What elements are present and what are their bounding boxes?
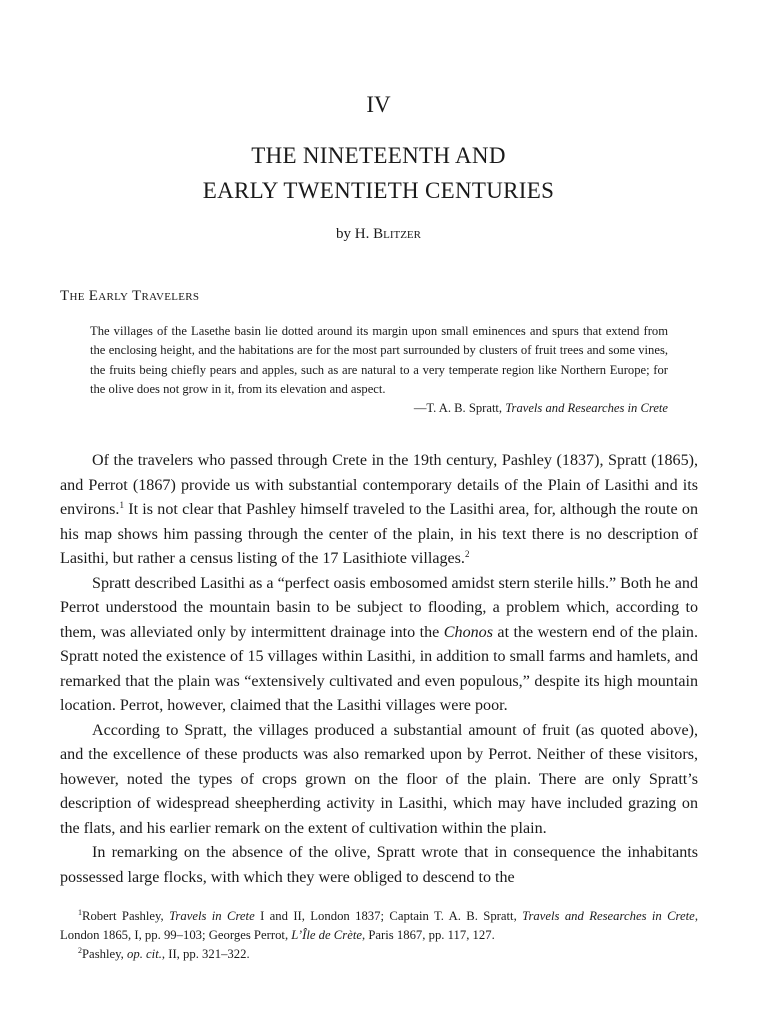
footnote-1-italic-3: L’Île de Crète <box>291 928 362 942</box>
footnote-2-text-b: , II, pp. 321–322. <box>161 947 250 961</box>
footnote-1-text-a: Robert Pashley, <box>82 909 170 923</box>
chapter-title <box>0 138 757 208</box>
footnote-2-italic: op. cit. <box>127 947 162 961</box>
footnote-2-text-a: Pashley, <box>82 947 127 961</box>
paragraph-4: In remarking on the absence of the olive, Spratt wrote that in consequence the inhabitants possessed large flocks, with which they were obliged to descend to the <box>60 844 698 886</box>
chapter-title-line-1: THE NINETEENTH AND <box>251 143 506 168</box>
paragraph-2-part-a: Spratt described Lasithi as a “perfect oasis embosomed amidst stern sterile hills.” Both he and Perrot understood the mountain basin to be subject to flooding, a problem which, according to them, was alleviated only by intermittent drainage into the <box>60 574 698 641</box>
chapter-number: IV <box>366 92 391 117</box>
body-text <box>60 449 698 890</box>
paragraph-3: According to Spratt, the villages produced a substantial amount of fruit (as quoted above), and the excellence of these products was also remarked upon by Perrot. Neither of these visitors, however, noted the types of crops grown on the floor of the plain. There are only Spratt’s description of widespread sheepherding activity in Lasithi, which may have included grazing on the flats, and his earlier remark on the extent of cultivation within the plain. <box>60 721 698 837</box>
byline-prefix: by H. <box>336 226 374 242</box>
footnote-ref-1: 1 <box>119 500 124 510</box>
paragraph-2-italic: Chonos <box>443 623 493 641</box>
attribution-author: —T. A. B. Spratt, <box>413 401 506 416</box>
paragraph-2-part-b: at the western end of the plain. Spratt noted the existence of 15 villages within Lasithi, in addition to small farms and hamlets, and remarked that the plain was “extensively cultivated and even populous,” despite its high mountain location. Perrot, however, claimed that the Lasithi villages were poor. <box>60 623 698 714</box>
paragraph-1-part-a: Of the travelers who passed through Crete in the 19th century, Pashley (1837), Spratt (1865), and Perrot (1867) provide us with substantial contemporary details of the Plain of Lasithi and its environs. <box>60 452 698 518</box>
footnote-1-text-d: , Paris 1867, pp. 117, 127. <box>362 928 495 942</box>
epigraph-attribution <box>90 399 668 418</box>
footnote-1-text-c: , London 1865, I, pp. 99–103; Georges Perrot, <box>60 909 698 942</box>
footnote-2 <box>60 945 698 964</box>
byline <box>0 226 757 243</box>
attribution-work: Travels and Researches in Crete <box>505 401 668 416</box>
footnote-1-number: 1 <box>78 908 82 917</box>
byline-author: Blitzer <box>373 226 421 242</box>
epigraph <box>90 322 668 418</box>
footnote-1-italic-1: Travels in Crete <box>169 909 255 923</box>
footnotes <box>60 907 698 964</box>
paragraph-1-part-b: It is not clear that Pashley himself traveled to the Lasithi area, for, although the route on his map shows him passing through the center of the plain, in his text there is no description of Lasithi, but rather a census listing of the 17 Lasithiote villages. <box>60 501 698 567</box>
footnote-1-text-b: I and II, London 1837; Captain T. A. B. Spratt, <box>254 909 523 923</box>
chapter-title-line-2: EARLY TWENTIETH CENTURIES <box>202 178 555 203</box>
paragraph-1 <box>60 449 698 572</box>
section-heading: The Early Travelers <box>60 288 200 304</box>
footnote-1 <box>60 907 698 945</box>
paragraph-2 <box>60 572 698 719</box>
epigraph-text: The villages of the Lasethe basin lie dotted around its margin upon small eminences and spurs that extend from the enclosing height, and the habitations are for the most part surrounded by clusters of fruit trees and some vines, the fruits being chiefly pears and apples, such as are natural to a very temperate region like Northern Europe; for the olive does not grow in it, from its elevation and aspect. <box>90 324 668 396</box>
footnote-2-number: 2 <box>78 946 82 955</box>
footnote-1-italic-2: Travels and Researches in Crete <box>522 909 695 923</box>
footnote-ref-2: 2 <box>464 549 470 559</box>
